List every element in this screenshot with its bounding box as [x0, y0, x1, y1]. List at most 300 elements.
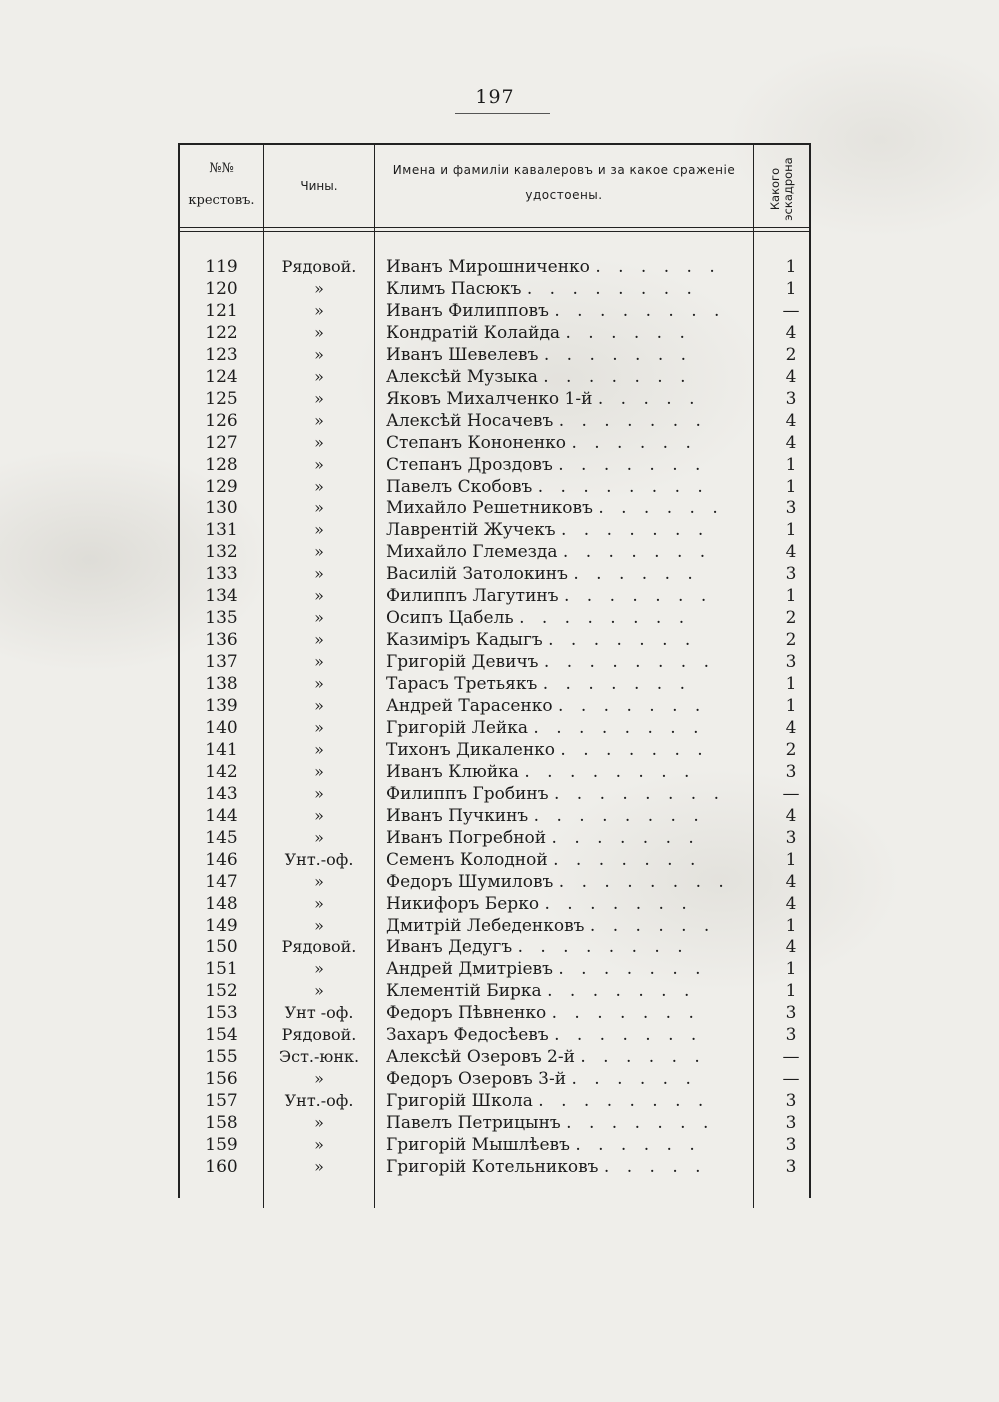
table-row: [0, 585, 999, 607]
rank: »: [314, 915, 324, 935]
cross-number: 154: [205, 1025, 238, 1046]
cross-number: 126: [205, 410, 238, 431]
cavalier-name-cell: [386, 893, 751, 915]
cross-number: 147: [205, 871, 238, 892]
squadron: 4: [785, 410, 797, 431]
table-row: [0, 432, 999, 454]
rank: »: [314, 1069, 324, 1089]
leader-dots: . . . . . . .: [548, 630, 697, 651]
cavalier-name-cell: [386, 827, 751, 849]
leader-dots: . . . . . .: [573, 564, 699, 585]
table-row: [0, 1046, 999, 1068]
cavalier-name: Михайло Решетниковъ: [386, 498, 593, 519]
cross-number: 121: [205, 300, 238, 321]
cross-number: 144: [205, 805, 238, 826]
leader-dots: . . . . .: [597, 388, 701, 409]
squadron: 3: [785, 761, 797, 782]
squadron: 3: [785, 1113, 797, 1134]
leader-dots: . . . . . . . .: [517, 937, 689, 958]
table-row: [0, 958, 999, 980]
squadron: 1: [785, 674, 797, 695]
squadron: —: [782, 300, 800, 321]
table-row: [0, 739, 999, 761]
squadron: 1: [785, 520, 797, 541]
rank: »: [314, 717, 324, 737]
cavalier-name-cell: [386, 915, 751, 937]
table-row: [0, 651, 999, 673]
table-row: [0, 519, 999, 541]
leader-dots: . . . . . . . .: [519, 608, 691, 629]
squadron: 3: [785, 564, 797, 585]
rank: Унт -оф.: [284, 1003, 354, 1023]
cross-number: 148: [205, 893, 238, 914]
cross-number: 143: [205, 783, 238, 804]
squadron: 4: [785, 717, 797, 738]
leader-dots: . . . . . . .: [547, 981, 696, 1002]
rank: »: [314, 388, 324, 408]
cavalier-name: Тарасъ Третьякъ: [386, 674, 538, 695]
rank: »: [314, 1135, 324, 1154]
rank: »: [314, 761, 324, 781]
cavalier-name-cell: [386, 585, 751, 607]
cavalier-name-cell: [386, 1024, 751, 1046]
leader-dots: . . . . . . . .: [538, 1091, 710, 1112]
page-number: 197: [475, 86, 515, 108]
cavalier-name: Василiй Затолокинъ: [386, 564, 568, 585]
cross-number: 124: [205, 366, 238, 387]
squadron: 4: [785, 432, 797, 453]
rank: »: [314, 893, 324, 913]
page-number-underline: [455, 113, 550, 114]
leader-dots: . . . . . .: [565, 322, 691, 343]
header-squadron: Какого эскадрона: [768, 157, 796, 221]
cross-number: 137: [205, 652, 238, 673]
squadron: —: [782, 783, 800, 804]
squadron: 2: [785, 630, 797, 651]
cavalier-name-cell: [386, 300, 751, 322]
cavalier-name: Григорiй Школа: [386, 1091, 533, 1112]
cavalier-name: Яковъ Михалченко 1-й: [386, 388, 593, 409]
table-row: [0, 893, 999, 915]
cross-number: 122: [205, 322, 238, 343]
cross-number: 129: [205, 476, 238, 497]
cross-number: 157: [205, 1091, 238, 1112]
table-row: [0, 300, 999, 322]
table-row: [0, 915, 999, 937]
leader-dots: . . . . .: [603, 1156, 707, 1177]
squadron: 2: [785, 739, 797, 760]
rank: »: [314, 871, 324, 891]
cavalier-name: Осипъ Цабель: [386, 608, 514, 629]
cross-number: 134: [205, 586, 238, 607]
squadron: 4: [785, 893, 797, 914]
cross-number: 128: [205, 454, 238, 475]
rank: »: [314, 1156, 324, 1176]
table-row: [0, 541, 999, 563]
rank: Эст.-юнк.: [278, 1047, 360, 1067]
cavalier-name-cell: [386, 278, 751, 300]
leader-dots: . . . . . . .: [543, 366, 692, 387]
leader-dots: . . . . . . . .: [543, 652, 715, 673]
cavalier-name: Иванъ Шевелевъ: [386, 344, 539, 365]
table-row: [0, 936, 999, 958]
cavalier-name-cell: [386, 739, 751, 761]
rank: »: [314, 827, 324, 847]
squadron: 4: [785, 366, 797, 387]
cavalier-name-cell: [386, 1090, 751, 1112]
leader-dots: . . . . . . .: [553, 849, 702, 870]
rank: »: [314, 805, 324, 825]
squadron: 1: [785, 915, 797, 936]
rank: »: [314, 476, 324, 496]
leader-dots: . . . . . . . .: [537, 476, 709, 497]
cross-number: 125: [205, 388, 238, 409]
rank: »: [314, 432, 324, 452]
leader-dots: . . . . . . . .: [533, 717, 705, 738]
squadron: 1: [785, 454, 797, 475]
cavalier-name: Алексѣй Озеровъ 2-й: [386, 1047, 575, 1068]
cavalier-name-cell: [386, 410, 751, 432]
cavalier-name: Андрей Дмитрiевъ: [386, 959, 553, 980]
table-row: [0, 454, 999, 476]
header-cross-number-line1: №№: [209, 161, 234, 176]
cross-number: 130: [205, 498, 238, 519]
squadron: 1: [785, 257, 797, 277]
rank: Унт.-оф.: [284, 1091, 354, 1111]
cavalier-name-cell: [386, 476, 751, 498]
rank: »: [314, 344, 324, 364]
cavalier-name: Клементiй Бирка: [386, 981, 542, 1002]
cavalier-name-cell: [386, 497, 751, 519]
cross-number: 150: [205, 937, 238, 958]
squadron: 1: [785, 959, 797, 980]
rank: »: [314, 652, 324, 672]
squadron: 3: [785, 388, 797, 409]
cavalier-name: Григорiй Лейка: [386, 717, 529, 738]
table-row: [0, 563, 999, 585]
cavalier-name-cell: [386, 519, 751, 541]
cross-number: 152: [205, 981, 238, 1002]
cavalier-name: Иванъ Пучкинъ: [386, 805, 529, 826]
table-row: [0, 1090, 999, 1112]
leader-dots: . . . . . . .: [558, 959, 707, 980]
cavalier-name: Иванъ Погребной: [386, 827, 547, 848]
header-names: Имена и фамилiи кавалеровъ и за какое сраженiе удостоены.: [392, 163, 736, 203]
table-row: [0, 278, 999, 300]
cavalier-name: Кондратiй Колайда: [386, 322, 561, 343]
table-row: [0, 344, 999, 366]
rank: »: [314, 542, 324, 562]
cross-number: 140: [205, 717, 238, 738]
rank: »: [314, 410, 324, 430]
squadron: 1: [785, 278, 797, 299]
cross-number: 141: [205, 739, 238, 760]
squadron: —: [782, 1047, 800, 1068]
cross-number: 119: [205, 257, 238, 277]
cavalier-name-cell: [386, 322, 751, 344]
cavalier-name-cell: [386, 432, 751, 454]
cavalier-name: Григорiй Котельниковъ: [386, 1156, 599, 1177]
table-row: [0, 827, 999, 849]
cavalier-name-cell: [386, 388, 751, 410]
header-rank: Чины.: [300, 179, 338, 193]
table-row: [0, 1134, 999, 1156]
table-row: [0, 322, 999, 344]
table-row: [0, 871, 999, 893]
table-row: [0, 1156, 999, 1178]
cavalier-name-cell: [386, 980, 751, 1002]
cavalier-name: Павелъ Скобовъ: [386, 476, 533, 497]
rank: »: [314, 322, 324, 342]
cavalier-name: Степанъ Кононенко: [386, 432, 567, 453]
leader-dots: . . . . . . .: [566, 1113, 715, 1134]
table-row: [0, 1112, 999, 1134]
squadron: —: [782, 1069, 800, 1090]
table-row: [0, 629, 999, 651]
squadron: 4: [785, 322, 797, 343]
cavalier-name: Иванъ Дедугъ: [386, 937, 513, 958]
header-divider-double: [178, 231, 810, 232]
cavalier-name-cell: [386, 849, 751, 871]
cross-number: 160: [205, 1156, 238, 1177]
leader-dots: . . . . . . .: [562, 542, 712, 563]
table-row: [0, 695, 999, 717]
leader-dots: . . . . . .: [580, 1047, 706, 1068]
rank: »: [314, 981, 324, 1001]
cross-number: 158: [205, 1113, 238, 1134]
leader-dots: . . . . . .: [598, 498, 724, 519]
cross-number: 136: [205, 630, 238, 651]
cross-number: 138: [205, 674, 238, 695]
table-top-border: [178, 143, 810, 145]
cross-number: 139: [205, 696, 238, 716]
cavalier-name: Иванъ Клюйка: [386, 761, 519, 782]
leader-dots: . . . . . . .: [554, 1025, 703, 1046]
cavalier-name-cell: [386, 454, 751, 476]
table-row: [0, 497, 999, 519]
squadron: 4: [785, 937, 797, 958]
cavalier-name-cell: [386, 629, 751, 651]
leader-dots: . . . . . .: [571, 1069, 697, 1090]
cross-number: 132: [205, 542, 238, 563]
cross-number: 133: [205, 564, 238, 585]
rank: »: [314, 630, 324, 650]
squadron: 3: [785, 1025, 797, 1046]
table-row: [0, 673, 999, 695]
squadron: 1: [785, 586, 797, 607]
cavalier-name-cell: [386, 1068, 751, 1090]
table-row: [0, 366, 999, 388]
cross-number: 135: [205, 608, 238, 629]
rank: »: [314, 454, 324, 474]
rank: »: [314, 498, 324, 518]
leader-dots: . . . . . . .: [542, 674, 691, 695]
cross-number: 146: [205, 849, 238, 870]
squadron: 3: [785, 1135, 797, 1155]
cavalier-name: Федоръ Шумиловъ: [386, 871, 554, 892]
cavalier-name: Григорiй Девичъ: [386, 652, 539, 673]
table-row: [0, 256, 999, 278]
cavalier-name-cell: [386, 563, 751, 585]
leader-dots: . . . . . . .: [560, 739, 709, 760]
cavalier-name-cell: [386, 958, 751, 980]
leader-dots: . . . . . . . .: [553, 783, 726, 804]
cavalier-name: Михайло Глемезда: [386, 542, 558, 563]
rank: »: [314, 278, 324, 298]
leader-dots: . . . . . .: [595, 257, 721, 277]
leader-dots: . . . . . . .: [551, 827, 700, 848]
cross-number: 151: [205, 959, 238, 980]
cross-number: 127: [205, 432, 238, 453]
cavalier-name-cell: [386, 936, 751, 958]
cavalier-name: Филиппъ Гробинъ: [386, 783, 549, 804]
cavalier-name: Дмитрiй Лебеденковъ: [386, 915, 585, 936]
table-row: [0, 980, 999, 1002]
squadron: 1: [785, 981, 797, 1002]
table-row: [0, 805, 999, 827]
leader-dots: . . . . . . .: [558, 410, 707, 431]
cavalier-name: Семенъ Колодной: [386, 849, 548, 870]
table-row: [0, 607, 999, 629]
header-divider: [178, 227, 810, 228]
rank: »: [314, 696, 324, 715]
squadron: 3: [785, 498, 797, 519]
cross-number: 131: [205, 520, 238, 541]
cavalier-name-cell: [386, 805, 751, 827]
cavalier-name: Филиппъ Лагутинъ: [386, 586, 559, 607]
rank: »: [314, 783, 324, 803]
cavalier-name-cell: [386, 1156, 751, 1178]
rank: Рядовой.: [281, 1025, 357, 1045]
rank: Рядовой.: [281, 937, 357, 957]
table-row: [0, 410, 999, 432]
leader-dots: . . . . . . . .: [533, 805, 705, 826]
rank: »: [314, 608, 324, 628]
cross-number: 145: [205, 827, 238, 848]
leader-dots: . . . . . . .: [551, 1003, 700, 1024]
squadron: 3: [785, 1003, 797, 1024]
cross-number: 123: [205, 344, 238, 365]
leader-dots: . . . . . . .: [543, 344, 693, 365]
cavalier-name: Федоръ Пѣвненко: [386, 1003, 547, 1024]
squadron: 4: [785, 542, 797, 563]
cross-number: 149: [205, 915, 238, 936]
squadron: 4: [785, 871, 797, 892]
table-row: [0, 783, 999, 805]
cross-number: 159: [205, 1135, 238, 1155]
cavalier-name-cell: [386, 1046, 751, 1068]
squadron: 3: [785, 827, 797, 848]
cavalier-name-cell: [386, 1134, 751, 1156]
squadron: 2: [785, 608, 797, 629]
table-row: [0, 761, 999, 783]
rank: »: [314, 1113, 324, 1133]
cavalier-name: Алексѣй Музыка: [386, 366, 538, 387]
leader-dots: . . . . . . . .: [558, 871, 730, 892]
rank: »: [314, 300, 324, 320]
cross-number: 142: [205, 761, 238, 782]
cross-number: 156: [205, 1069, 238, 1090]
leader-dots: . . . . . . . .: [526, 278, 698, 299]
cavalier-name: Лаврентiй Жучекъ: [386, 520, 556, 541]
table-row: [0, 388, 999, 410]
leader-dots: . . . . . . . .: [554, 300, 726, 321]
cavalier-name-cell: [386, 256, 751, 278]
squadron: 1: [785, 849, 797, 870]
cavalier-name-cell: [386, 541, 751, 563]
cavalier-name: Иванъ Филипповъ: [386, 300, 549, 321]
leader-dots: . . . . . .: [589, 915, 716, 936]
cavalier-name-cell: [386, 717, 751, 739]
cavalier-name: Климъ Пасюкъ: [386, 278, 522, 299]
cavalier-name: Тихонъ Дикаленко: [386, 739, 556, 760]
cross-number: 155: [205, 1047, 238, 1068]
cavalier-name-cell: [386, 366, 751, 388]
header-cross-number-line2: крестовъ.: [188, 192, 255, 208]
cross-number: 153: [205, 1003, 238, 1024]
cavalier-name: Степанъ Дроздовъ: [386, 454, 553, 475]
squadron: 3: [785, 1091, 797, 1112]
squadron: 2: [785, 344, 797, 365]
leader-dots: . . . . . . .: [558, 454, 707, 475]
cavalier-name: Захаръ Федосѣевъ: [386, 1025, 549, 1046]
rank: »: [314, 520, 324, 540]
squadron: 4: [785, 805, 797, 826]
squadron: 1: [785, 696, 797, 716]
cavalier-name: Казимiръ Кадыгъ: [386, 630, 543, 651]
rank: »: [314, 674, 324, 694]
squadron: 3: [785, 1156, 797, 1177]
table-row: [0, 1002, 999, 1024]
squadron: 1: [785, 476, 797, 497]
rank: Унт.-оф.: [284, 849, 354, 869]
cavalier-name-cell: [386, 651, 751, 673]
rank: »: [314, 564, 324, 584]
cavalier-name-cell: [386, 607, 751, 629]
table-row: [0, 1068, 999, 1090]
table-row: [0, 717, 999, 739]
cavalier-name-cell: [386, 673, 751, 695]
cavalier-name-cell: [386, 783, 751, 805]
cross-number: 120: [205, 278, 238, 299]
rank: »: [314, 366, 324, 386]
cavalier-name-cell: [386, 344, 751, 366]
squadron: 3: [785, 652, 797, 673]
cavalier-name: Павелъ Петрицынъ: [386, 1113, 561, 1134]
rank: »: [314, 586, 324, 606]
rank: »: [314, 739, 324, 759]
rank: »: [314, 959, 324, 979]
leader-dots: . . . . . . .: [561, 520, 710, 541]
leader-dots: . . . . . . .: [558, 696, 707, 716]
cavalier-name-cell: [386, 1002, 751, 1024]
cavalier-name: Андрей Тарасенко: [386, 696, 553, 716]
table-row: [0, 1024, 999, 1046]
cavalier-name: Никифоръ Берко: [386, 893, 540, 914]
cavalier-name: Григорiй Мышлѣевъ: [386, 1135, 570, 1155]
header-cross-number: [180, 160, 263, 209]
leader-dots: . . . . . . .: [563, 586, 713, 607]
leader-dots: . . . . . . .: [544, 893, 693, 914]
cavalier-name-cell: [386, 1112, 751, 1134]
cavalier-name-cell: [386, 761, 751, 783]
leader-dots: . . . . . . . .: [524, 761, 696, 782]
rank: Рядовой.: [281, 257, 357, 276]
leader-dots: . . . . . .: [575, 1135, 701, 1155]
cavalier-name: Федоръ Озеровъ 3-й: [386, 1069, 567, 1090]
leader-dots: . . . . . .: [571, 432, 697, 453]
cavalier-name: Иванъ Мирошниченко: [386, 257, 590, 277]
